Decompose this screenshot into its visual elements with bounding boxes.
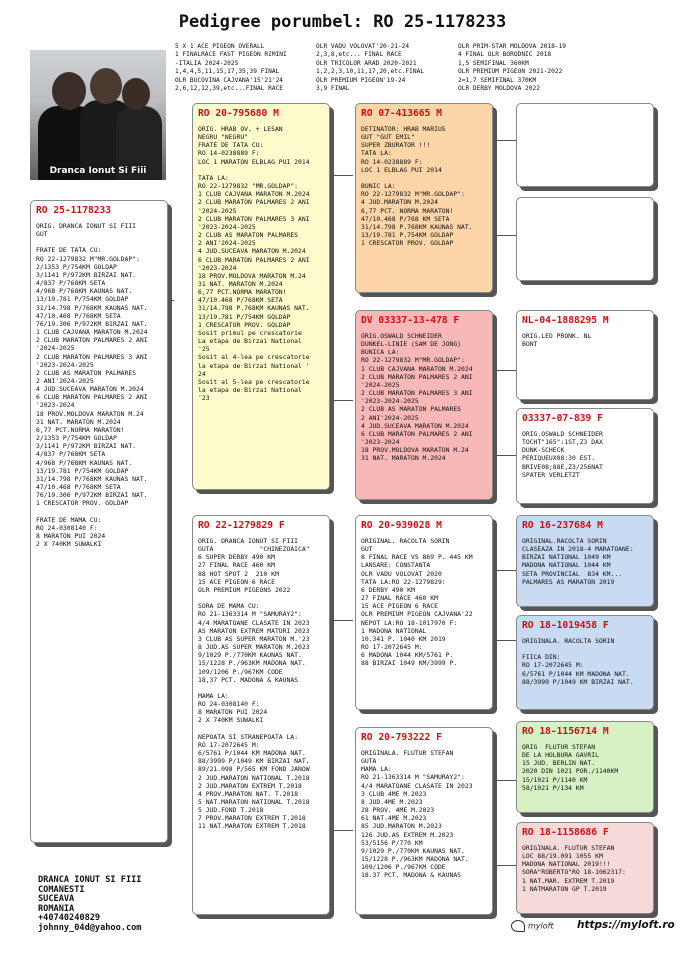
- sire-sire-details: DETINATOR: HRAB MARIUS GUT "GUT EMIL" SUPER ZBURATOR !!! TATA LA: RO 14-0238889 F: LOC 1 ELBLAG PUI 2014 BUNIC LA: RO 22-1279832 M"MR.GOLDAP": 4 JUD.MARATON M.2024 6,77 PCT. NORMA MARATON! 47/10.468 P/768 KM SETA 31/14.798 P.768KM KAUNAS NAT. 13/19.781 P.754KM GOLDAP 1 CRESCATOR PROV. GOLDAP: [361, 125, 473, 248]
- dam-dam-dam-card: [516, 822, 654, 914]
- sire-sire-dam-card: [516, 197, 654, 281]
- logo-text: myloft: [528, 921, 554, 931]
- dam-sire-card: [355, 515, 493, 710]
- dam-dam-sire-card: [516, 721, 654, 813]
- results-column-1: 5 X 1 ACE PIGEON OVERALL 1 FINALRACE FAST PIGEON RIMINI -ITALIA 2024-2025 1,4,4,5,11,15,17,35,39 FINAL OLR BUCOVINA CAJVANA'15'21'24 2,6,12,12,39,etc...FINAL RACE: [175, 43, 287, 93]
- dam-sire-sire-ring: RO 16-237684 M: [522, 520, 603, 531]
- sire-dam-dam-details: ORIG.OSWALD SCHNEIDER TOCHT"165":1ST,Z3 DAX DUNK-SCHECK PERIQUEUX08:30 EST. BRIVE08;88E,Z3/256NAT SPATER VERLETZT: [522, 430, 603, 479]
- results-column-2: OLR VADU VOLOVAT'20-21-24 2,3,8,etc... FINAL RACE OLR TRICOLOR ARAD 2020-2021 1,2,2,3,10,11,17,20,etc.FINAL OLR PREMIUM PIGEON'19-24 3,9 FINAL: [316, 43, 425, 93]
- sire-dam-ring: DV 03337-13-478 F: [361, 315, 460, 326]
- dam-details: ORIG. DRANCA IONUT SI FIII GUTA "CHINEZOAICA" 6 SUPER DERBY 490 KM 27 FINAL RACE 460 KM 88 HOT SPOT 2 210 KM 15 ACE PIGEON 6 RACE OLR PREMIUM PIGEONS 2022 SORA DE MAMA CU: RO 21-1363314 M "SAMURAY2": 4/4 MARATOANE CLASATE IN 2023 AS MARATON EXTREM MATURI 2023 3 CLUB AS SUPER MARATON M.'23 8 JUD.AS SUPER MARATON M.2023 9/1029 P./770KM KAUNAS NAT. 15/1228 P./963KM MADONA NAT. 109/1206 P./967KM CODE 18,37 PCT. MADONA & KAUNAS MAMA LA: RO 24-0308140 F: 8 MARATON PUI 2024 2 X 740KM SUWALKI NEPOATA SI STRANEPOATA LA: RO 17-2072645 M: 6/5761 P/1044 KM MADONA NAT. 88/3999 P/1049 KM BIRZAI NAT. 89/21.098 P/565 KM FOND JANOW 2 JUD.MARATON NATIONAL T.2018 2 JUD.MARATON EXTREM T.2018 4 PROV.MARATON NAT. T.2018 5 NAT.MARATON NATIONAL T.2018 5 JUD.FOND T.2018 7 PROV.MARATON EXTREM T.2018 11 NAT.MARATON EXTREM T.2018: [198, 537, 310, 831]
- dam-dam-details: ORIGINALA. FLUTUR STEFAN GUTA MAMA LA: RO 21-1363314 M "SAMURAY2": 4/4 MARATOANE CLASATE IN 2023 3 CLUB 4ME M.2023 8 JUD.4ME M.2023 28 PROV. 4ME M.2023 61 NAT.4ME M.2023 85 JUD.MARATON M.2023 126 JUD.AS EXTREM M.2023 53/5156 P/770 KM 9/1029 P./770KM KAUNAS NAT. 15/1228 P./963KM MADONA NAT. 109/1206 P./967KM CODE 18.37 PCT. MADONA & KAUNAS: [361, 749, 473, 880]
- dam-sire-dam-ring: RO 18-1019458 F: [522, 620, 609, 631]
- pigeon-logo-icon: [511, 920, 525, 932]
- results-column-3: OLR PRIM-STAR MOLDOVA 2018-19 4 FINAL OLR BORODNIC 2018 1,5 SEMIFINAL 360KM OLR PREMIUM PIGEON 2021-2022 2=1,7 SEMIFINAL 370KM OLR DERBY MOLDOVA 2022: [458, 43, 567, 93]
- dam-sire-dam-details: ORIGINALA. RACOLTA SORIN FIICA DIN: RO 17-2072645 M: 6/5761 P/1044 KM MADONA NAT. 88/3999 P/1049 KM BIRZAI NAT.: [522, 637, 634, 686]
- dam-dam-sire-ring: RO 18-1156714 M: [522, 726, 609, 737]
- sire-dam-sire-card: [516, 310, 654, 400]
- dam-dam-dam-details: ORIGINALA. FLUTUR STEFAN LOC 88/19.091 1055 KM MADONA NATIONAL 2019!!! SORA"ROBERTO"RO 18-1062317: 1 NAT.MAR. EXTREM T.2019 1 NATMARATON GP T.2019: [522, 844, 626, 893]
- sire-ring: RO 20-795680 M: [198, 108, 279, 119]
- sire-dam-card: [355, 310, 493, 500]
- dam-dam-ring: RO 20-793222 F: [361, 732, 442, 743]
- owner-contact: DRANCA IONUT SI FIII COMANESTI SUCEAVA ROMANIA +40740240829 johnny_04d@yahoo.com: [38, 875, 142, 933]
- sire-dam-details: ORIG.OSWALD SCHNEIDER DUNKEL-LINIE (SAM DE JONG) BUNICA LA: RO 22-1279832 M"MR.GOLDAP": 1 CLUB CAJVANA MARATON M.2024 2 CLUB MARATON PALMARES 2 ANI '2024-2025 2 CLUB MARATON PALMARES 3 ANI '2023-2024-2025 2 CLUB AS MARATON PALMARES 2 ANI'2024-2025 4 JUD.SUCEAVA MARATON M.2024 6 CLUB MARATON PALMARES 2 ANI '2023-2024 18 PROV.MOLDOVA MARATON M.24 31 NAT. MARATON M.2024: [361, 332, 473, 463]
- dam-dam-card: [355, 727, 493, 915]
- dam-card: [192, 515, 330, 915]
- sire-sire-ring: RO 07-413665 M: [361, 108, 442, 119]
- sire-sire-sire-card: [516, 103, 654, 187]
- dam-sire-dam-card: [516, 615, 654, 710]
- sire-dam-dam-ring: 03337-07-839 F: [522, 413, 603, 424]
- dam-sire-sire-details: ORIGINAL.RACOLTA SORIN CLASEAZA IN 2018-4 MARATOANE: BIRZAI NATIONAL 1049 KM MADONA NATIONAL 1044 KM SETA PROVINCIAL 834 KM... PALMARES AS MARATON 2019: [522, 537, 634, 586]
- photo-caption: Dranca Ionut Si Fiii: [49, 166, 147, 176]
- sire-dam-dam-card: [516, 408, 654, 504]
- myloft-logo: [511, 920, 554, 932]
- page-title: Pedigree porumbel: RO 25-1178233: [178, 12, 507, 32]
- sire-dam-sire-ring: NL-04-1888295 M: [522, 315, 609, 326]
- subject-ring: RO 25-1178233: [36, 205, 112, 216]
- website-link[interactable]: https://myloft.ro: [577, 919, 675, 931]
- sire-details: ORIG. HRAB OV. + LESAN NEGRU "NEGRU" FRATE DE TATA CU: RO 14-0238889 F: LOC 1 MARATON ELBLAG PUI 2014 TATA LA: RO 22-1279832 "MR.GOLDAP": 1 CLUB CAJVANA MARATON M.2024 2 CLUB MARATON PALMARES 2 ANI '2024-2025 2 CLUB MARATON PALMARES 3 ANI '2023-2024-2025 2 CLUB AS MARATON PALMARES 2 ANI'2024-2025 4 JUD.SUCEAVA MARATON M.2024 6 CLUB MARATON PALMARES 2 ANI '2023-2024 18 PROV.MOLDOVA MARATON M.24 31 NAT. MARATON M.2024 6,77 PCT.NORMA MARATON! 47/10.468 P/768KM SETA 31/14.798 P.768KM KAUNAS NAT. 13/19.781 P/754KM GOLDAP 1 CRESCATOR PROV. GOLDAP Sosit primul pe crescatorie La etapa de Birzai National '25 Sosit al 4-lea pe crescatorie la etapa de Birzai National ' 24 Sosit al 5-lea pe crescatorie la etapa de Birzai National '23: [198, 125, 310, 403]
- sire-dam-sire-details: ORIG.LEO PRONK. NL BONT: [522, 332, 592, 349]
- dam-sire-details: ORIGINAL. RACOLTA SORIN GUT 8 FINAL RACE VS 869 P. 445 KM LANSARE: CONSTANTA OLR VADU VOLOVAT 2020 TATA LA:RO 22-1279829: 6 DERBY 490 KM 27 FINAL RACE 460 KM 15 ACE PIGEON 6 RACE OLR PREMIUM PIGEON CAJVANA'22 NEPOT LA:RO 18-1017970 F: 1 MADONA NATIONAL 10.341 P. 1040 KM 2019 RO 17-2072645 M: 6 MADONA 1044 KM/5761 P. 88 BIRZAI 1049 KM/3999 P.: [361, 537, 473, 668]
- dam-sire-ring: RO 20-939028 M: [361, 520, 442, 531]
- dam-sire-sire-card: [516, 515, 654, 607]
- dam-dam-dam-ring: RO 18-1158686 F: [522, 827, 609, 838]
- dam-dam-sire-details: ORIG FLUTUR STEFAN DE LA HOLBURA GAVRIL 15 JUD. BERLIN NAT. 2020 DIN 1021 POR./1140KM 15/1021 P/1140 KM 58/1021 P/134 KM: [522, 743, 619, 792]
- sire-card: [192, 103, 330, 490]
- pigeon-subject-card: [30, 200, 168, 843]
- dam-ring: RO 22-1279829 F: [198, 520, 285, 531]
- sire-sire-card: [355, 103, 493, 293]
- subject-details: ORIG. DRANCA IONUT SI FIII GUT FRATE DE TATA CU: RO 22-1279832 M"MR.GOLDAP": 2/1353 P/754KM GOLDAP 3/1141 P/972KM BIRZAI NAT. 4/837 P/768KM SETA 4/968 P/768KM KAUNAS NAT. 13/19.781 P/754KM GOLDAP 31/14.798 P/768KM KAUNAS NAT. 47/10.468 P/768KM SETA 76/19.306 P/972KM BIRZAI NAT. 1 CLUB CAJVANA MARATON M.2024 2 CLUB MARATON PALMARES 2 ANI '2024-2025 2 CLUB MARATON PALMARES 3 ANI '2023-2024-2025 2 CLUB AS MARATON PALMARES 2 ANI'2024-2025 4 JUD.SUCEAVA MARATON M.2024 6 CLUB MARATON PALMARES 2 ANI '2023-2024 18 PROV.MOLDOVA MARATON M.24 31 NAT. MARATON M.2024 6,77 PCT.NORMA MARATON! 2/1353 P/754KM GOLDAP 3/1141 P/972KM BIRZAI NAT. 4/837 P/768KM SETA 4/968 P/768KM KAUNAS NAT. 13/19.781 P/754KM GOLDAP 31/14.798 P/768KM KAUNAS NAT. 47/10.468 P/768KM SETA 76/19.306 P/972KM BIRZAI NAT. 1 CRESCATOR PROV. GOLDAP FRATE DE MAMA CU: RO 24-0308140 F: 8 MARATON PUI 2024 2 X 740KM SUWALKI: [36, 222, 148, 549]
- owner-photo: [30, 50, 166, 180]
